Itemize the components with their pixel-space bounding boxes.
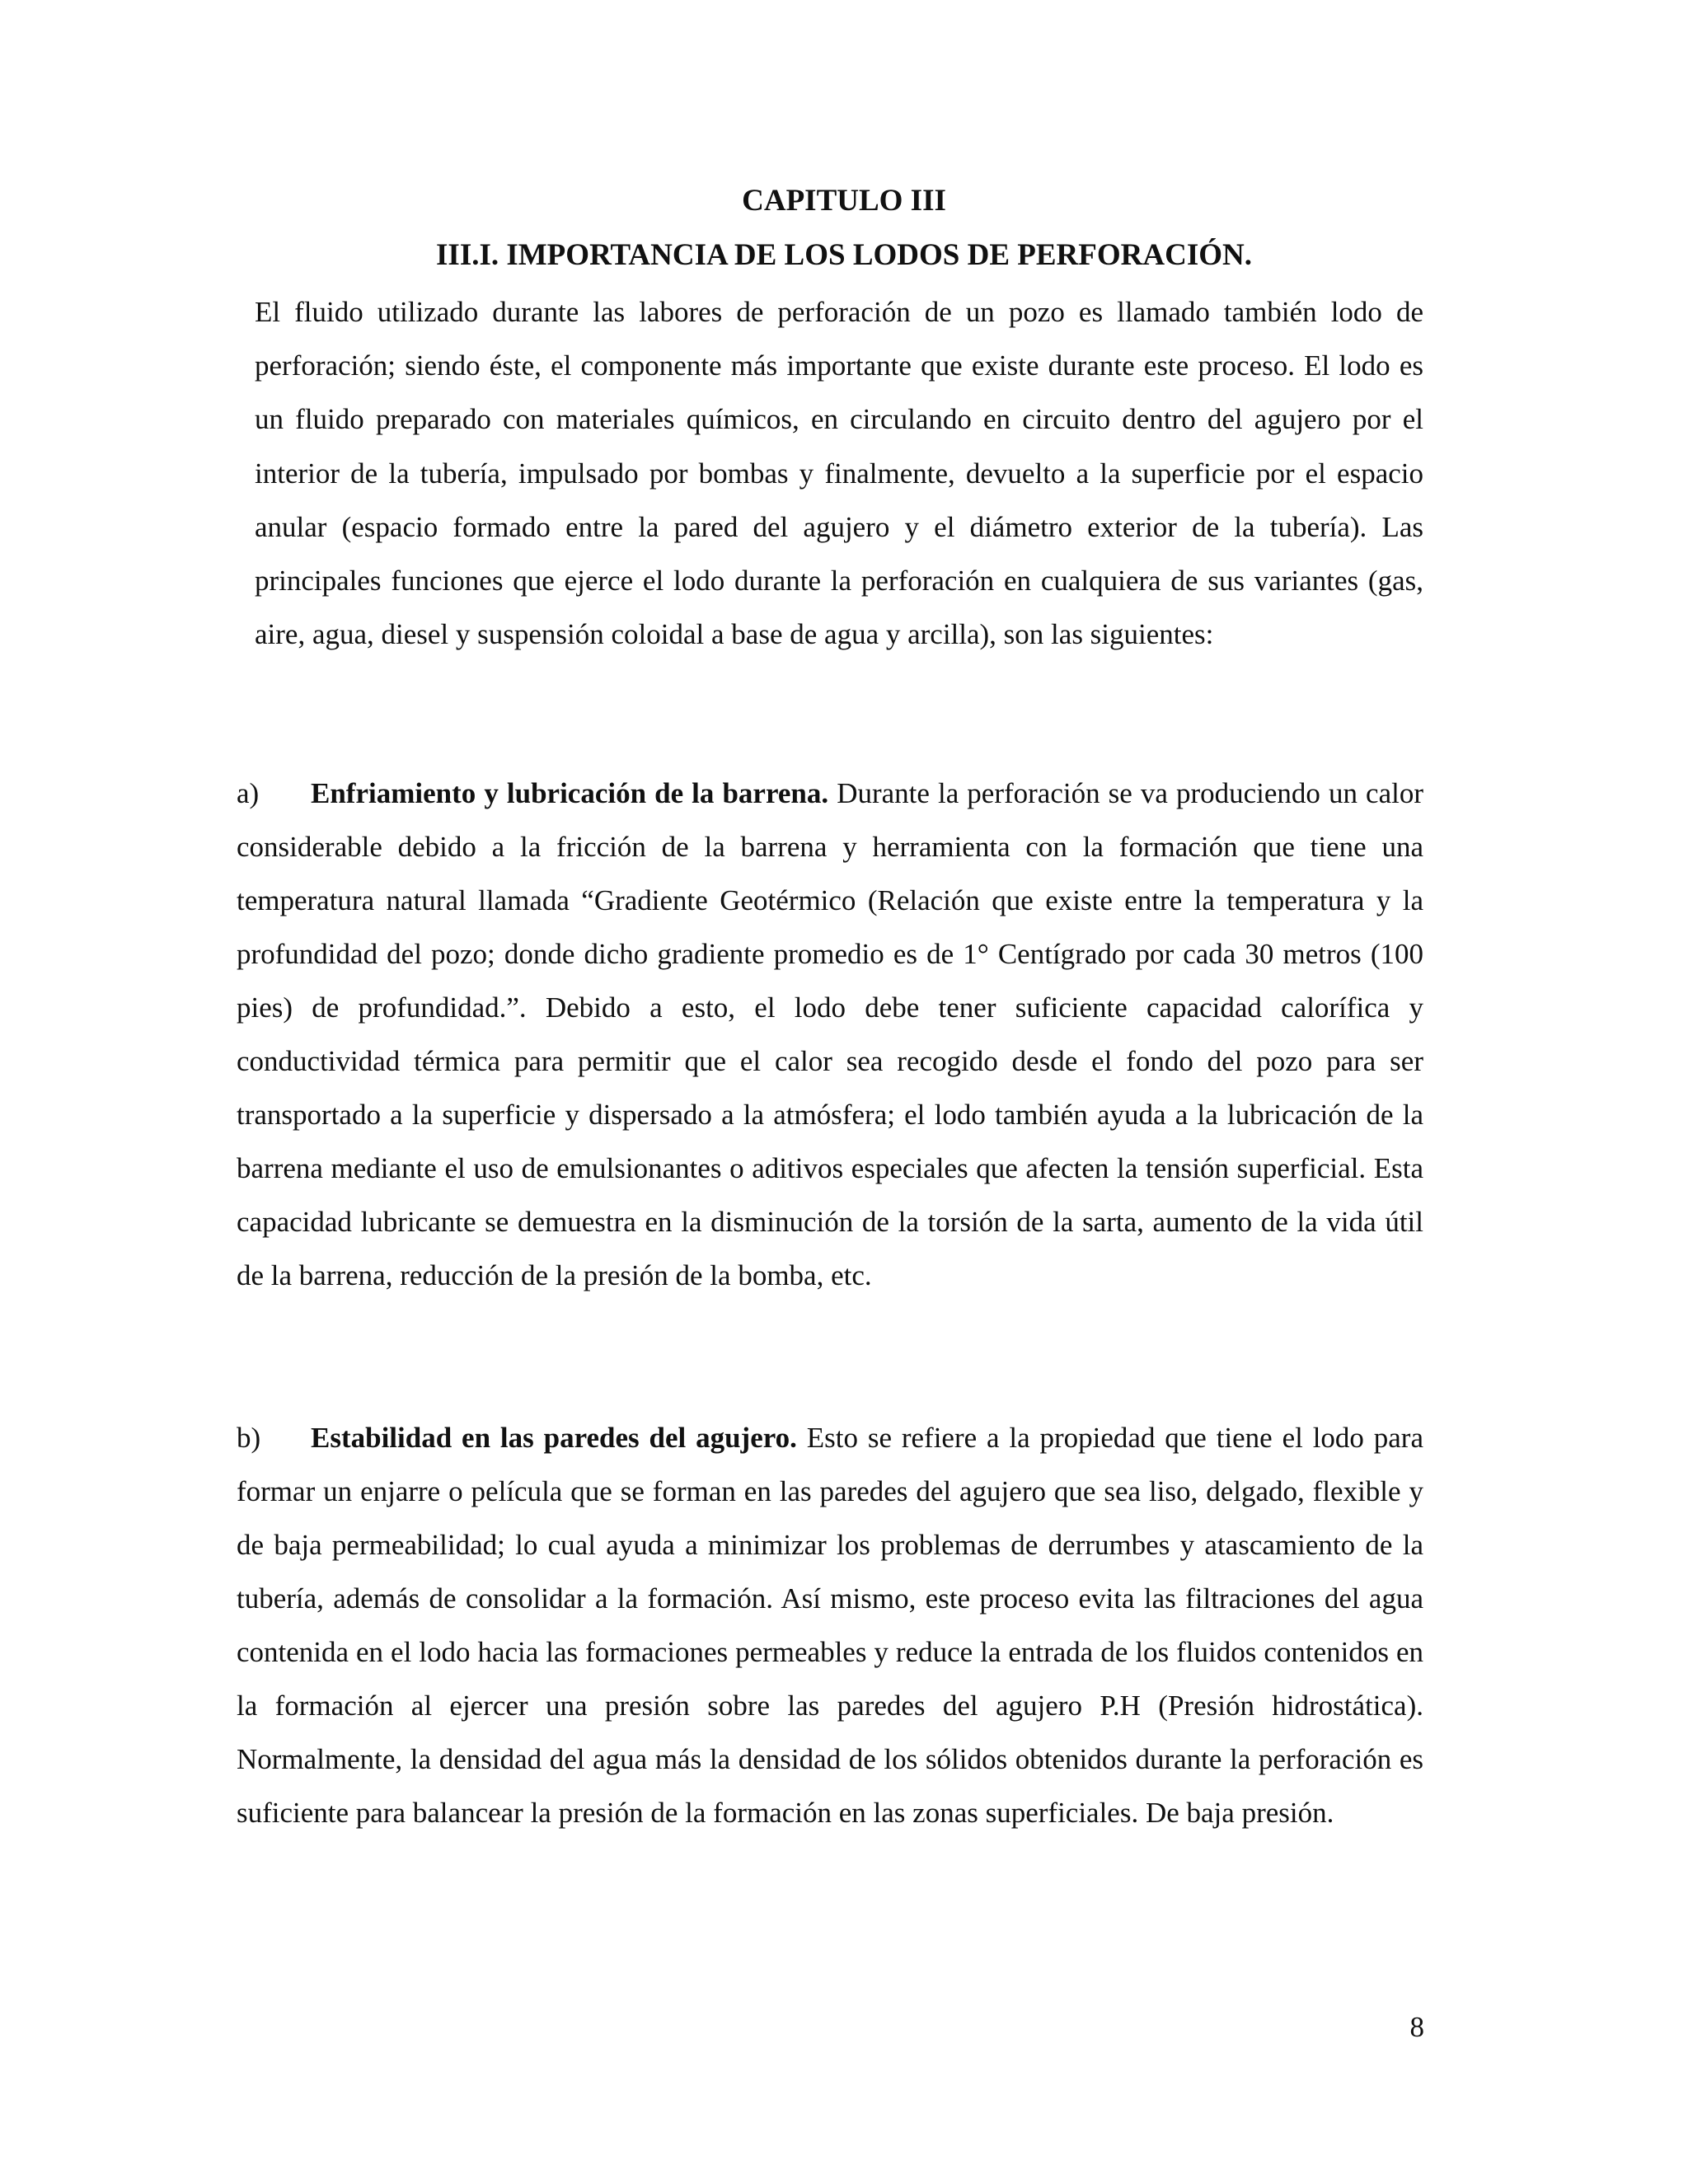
list-item-text: Durante la perforación se va produciendo un calor considerable debido a la fricción de la barrena y herramienta con la formación que tiene una temperatura natural llamada “Gradiente Geotérmico (Relación que existe entre la temperatura y la profundidad del pozo; donde dicho gradiente promedio es de 1° Centígrado por cada 30 metros (100 pies) de profundidad.”. Debido a esto, el lodo debe tener suficiente capacidad calorífica y conductividad térmica para permitir que el calor sea recogido desde el fondo del pozo para ser transportado a la superficie y dispersado a la atmósfera; el lodo también ayuda a la lubricación de la barrena mediante el uso de emulsionantes o aditivos especiales que afecten la tensión superficial. Esta capacidad lubricante se demuestra en la disminución de la torsión de la sarta, aumento de la vida útil de la barrena, reducción de la presión de la bomba, etc. [237, 777, 1423, 1291]
section-title: III.I. IMPORTANCIA DE LOS LODOS DE PERFORACIÓN. [436, 238, 1252, 272]
list-item-marker: b) [237, 1422, 261, 1454]
list-item-text: Esto se refiere a la propiedad que tiene el lodo para formar un enjarre o película que se forman en las paredes del agujero que sea liso, delgado, flexible y de baja permeabilidad; lo cual ayuda a minimizar los problemas de derrumbes y atascamiento de la tubería, además de consolidar a la formación. Así mismo, este proceso evita las filtraciones del agua contenida en el lodo hacia las formaciones permeables y reduce la entrada de los fluidos contenidos en la formación al ejercer una presión sobre las paredes del agujero P.H (Presión hidrostática). Normalmente, la densidad del agua más la densidad de los sólidos obtenidos durante la perforación es suficiente para balancear la presión de la formación en las zonas superficiales. De baja presión. [237, 1422, 1423, 1829]
list-item-marker: a) [237, 777, 260, 809]
intro-paragraph: El fluido utilizado durante las labores de perforación de un pozo es llamado también lodo de perforación; siendo éste, el componente más importante que existe durante este proceso. El lodo es un fluido preparado con materiales químicos, en circulando en circuito dentro del agujero por el interior de la tubería, impulsado por bombas y finalmente, devuelto a la superficie por el espacio anular (espacio formado entre la pared del agujero y el diámetro exterior de la tubería). Las principales funciones que ejerce el lodo durante la perforación en cualquiera de sus variantes (gas, aire, agua, diesel y suspensión coloidal a base de agua y arcilla), son las siguientes: [255, 296, 1423, 651]
page-number: 8 [1409, 2011, 1424, 2043]
list-item-heading: Enfriamiento y lubricación de la barrena. [311, 777, 829, 809]
list-item-heading: Estabilidad en las paredes del agujero. [311, 1422, 797, 1454]
list-item-a [237, 766, 1423, 1302]
chapter-title: CAPITULO III [742, 184, 946, 218]
list-item-b [237, 1411, 1423, 1840]
